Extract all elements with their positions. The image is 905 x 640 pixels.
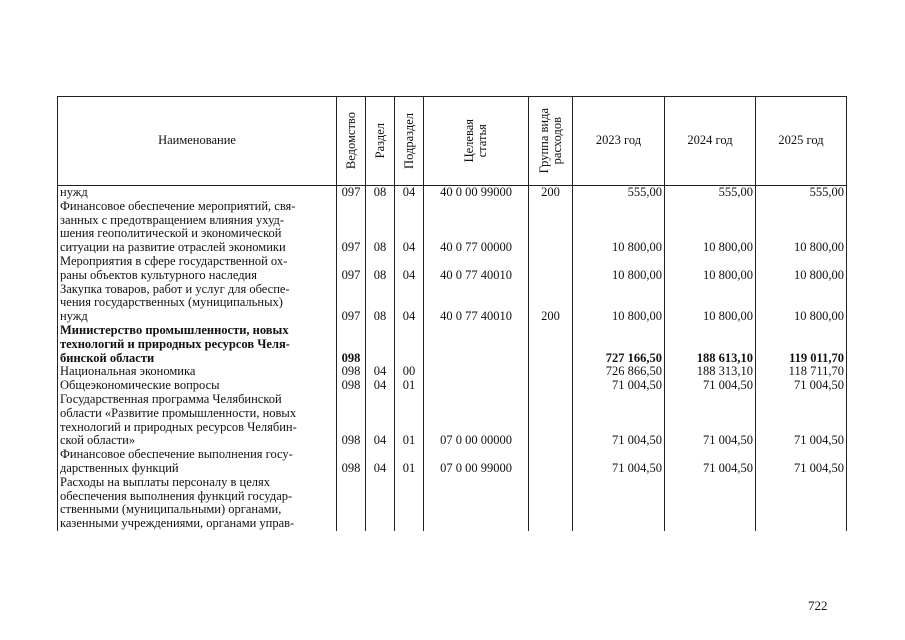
row-name	[58, 283, 337, 324]
table-row	[58, 448, 847, 476]
row-name-line: Мероприятия в сфере государственной ох-	[60, 253, 288, 268]
row-name-line: области «Развитие промышленности, новых	[60, 405, 297, 420]
row-subsection: 04	[395, 255, 424, 283]
row-section: 08	[366, 283, 395, 324]
row-2025: 118 711,70	[756, 365, 847, 379]
row-target: 07 0 00 00000	[424, 393, 529, 448]
table-row	[58, 324, 847, 365]
row-subsection: 01	[395, 393, 424, 448]
row-2025	[756, 476, 847, 531]
row-name-line: ственными (муниципальными) органами,	[60, 502, 282, 517]
row-name-line: обеспечения выполнения функций государ-	[60, 488, 293, 503]
row-section: 04	[366, 379, 395, 393]
row-dept: 098	[337, 448, 366, 476]
row-expense-group	[529, 393, 573, 448]
table-row	[58, 393, 847, 448]
row-2024: 10 800,00	[665, 283, 756, 324]
row-section: 04	[366, 393, 395, 448]
row-name-line: Министерство промышленности, новых	[60, 322, 289, 337]
row-2023: 727 166,50	[573, 324, 665, 365]
row-section	[366, 324, 395, 365]
table-row	[58, 379, 847, 393]
row-subsection: 00	[395, 365, 424, 379]
row-dept: 098	[337, 379, 366, 393]
row-2024: 188 313,10	[665, 365, 756, 379]
row-2025: 71 004,50	[756, 379, 847, 393]
row-2024: 188 613,10	[665, 324, 756, 365]
row-2023	[573, 476, 665, 531]
row-expense-group	[529, 448, 573, 476]
row-name-line: бинской области	[60, 350, 155, 365]
row-name-line: технологий и природных ресурсов Челя-	[60, 336, 290, 351]
row-target: 07 0 00 99000	[424, 448, 529, 476]
row-subsection: 01	[395, 379, 424, 393]
row-name-line: Национальная экономика	[60, 364, 196, 379]
row-2024: 555,00	[665, 186, 756, 200]
row-name-line: нужд	[60, 185, 88, 199]
row-name-line: чения государственных (муниципальных)	[60, 295, 283, 310]
row-dept: 098	[337, 365, 366, 379]
row-section: 08	[366, 186, 395, 200]
header-target: Целевая статья	[424, 97, 529, 186]
row-expense-group	[529, 476, 573, 531]
row-name	[58, 255, 337, 283]
row-expense-group	[529, 200, 573, 255]
row-2023: 555,00	[573, 186, 665, 200]
row-expense-group: 200	[529, 186, 573, 200]
row-section: 08	[366, 200, 395, 255]
row-name	[58, 379, 337, 393]
row-name-line: нужд	[60, 309, 88, 324]
header-subsection: Подраздел	[395, 97, 424, 186]
row-2023: 10 800,00	[573, 255, 665, 283]
row-name	[58, 393, 337, 448]
row-expense-group	[529, 379, 573, 393]
row-target: 40 0 77 00000	[424, 200, 529, 255]
row-subsection: 04	[395, 186, 424, 200]
row-expense-group	[529, 324, 573, 365]
row-dept: 098	[337, 393, 366, 448]
row-2024: 71 004,50	[665, 448, 756, 476]
row-name-line: Финансовое обеспечение выполнения госу-	[60, 447, 293, 462]
row-2023: 726 866,50	[573, 365, 665, 379]
row-name-line: технологий и природных ресурсов Челябин-	[60, 419, 297, 434]
table-row	[58, 283, 847, 324]
table-row	[58, 365, 847, 379]
row-subsection: 04	[395, 200, 424, 255]
header-2024: 2024 год	[665, 97, 756, 186]
row-dept: 097	[337, 283, 366, 324]
row-dept: 097	[337, 200, 366, 255]
row-subsection	[395, 324, 424, 365]
row-name-line: казенными учреждениями, органами управ-	[60, 516, 295, 531]
row-target	[424, 324, 529, 365]
row-name-line: Общеэкономические вопросы	[60, 378, 220, 393]
table-row	[58, 476, 847, 531]
row-target: 40 0 00 99000	[424, 186, 529, 200]
row-2024: 10 800,00	[665, 255, 756, 283]
row-section: 08	[366, 255, 395, 283]
row-target: 40 0 77 40010	[424, 283, 529, 324]
table-row	[58, 200, 847, 255]
row-name	[58, 186, 337, 200]
header-expense-group: Группа вида расходов	[529, 97, 573, 186]
row-2025: 10 800,00	[756, 255, 847, 283]
row-2023: 71 004,50	[573, 393, 665, 448]
row-name	[58, 200, 337, 255]
row-target	[424, 365, 529, 379]
row-target: 40 0 77 40010	[424, 255, 529, 283]
row-2024: 71 004,50	[665, 393, 756, 448]
row-2024: 71 004,50	[665, 379, 756, 393]
page-number: 722	[808, 598, 828, 613]
row-name	[58, 365, 337, 379]
row-name-line: шения геополитической и экономической	[60, 226, 282, 241]
row-2025: 555,00	[756, 186, 847, 200]
header-section: Раздел	[366, 97, 395, 186]
row-subsection: 01	[395, 448, 424, 476]
row-subsection: 04	[395, 283, 424, 324]
row-section	[366, 476, 395, 531]
row-name-line: ской области»	[60, 433, 136, 448]
row-name-line: Закупка товаров, работ и услуг для обеспе-	[60, 281, 290, 296]
row-name	[58, 476, 337, 531]
header-row	[58, 97, 847, 186]
row-name-line: раны объектов культурного наследия	[60, 267, 257, 282]
row-target	[424, 379, 529, 393]
row-expense-group	[529, 365, 573, 379]
row-expense-group: 200	[529, 283, 573, 324]
budget-table	[57, 96, 847, 531]
row-dept: 097	[337, 255, 366, 283]
row-2023: 10 800,00	[573, 283, 665, 324]
row-dept: 097	[337, 186, 366, 200]
row-2025: 71 004,50	[756, 448, 847, 476]
row-2024	[665, 476, 756, 531]
row-name-line: занных с предотвращением влияния ухуд-	[60, 212, 285, 227]
row-name-line: ситуации на развитие отраслей экономики	[60, 240, 286, 255]
row-section: 04	[366, 448, 395, 476]
row-2023: 10 800,00	[573, 200, 665, 255]
row-name-line: Государственная программа Челябинской	[60, 391, 282, 406]
header-dept: Ведомство	[337, 97, 366, 186]
table-row	[58, 255, 847, 283]
row-2025: 119 011,70	[756, 324, 847, 365]
row-subsection	[395, 476, 424, 531]
row-2025: 71 004,50	[756, 393, 847, 448]
row-name-line: Расходы на выплаты персоналу в целях	[60, 474, 270, 489]
row-target	[424, 476, 529, 531]
row-2023: 71 004,50	[573, 448, 665, 476]
row-dept: 098	[337, 324, 366, 365]
row-2023: 71 004,50	[573, 379, 665, 393]
row-dept	[337, 476, 366, 531]
header-2025: 2025 год	[756, 97, 847, 186]
row-name	[58, 448, 337, 476]
row-2025: 10 800,00	[756, 200, 847, 255]
header-2023: 2023 год	[573, 97, 665, 186]
row-name	[58, 324, 337, 365]
row-section: 04	[366, 365, 395, 379]
row-expense-group	[529, 255, 573, 283]
row-name-line: Финансовое обеспечение мероприятий, свя-	[60, 198, 296, 213]
row-2024: 10 800,00	[665, 200, 756, 255]
row-2025: 10 800,00	[756, 283, 847, 324]
table-row	[58, 186, 847, 200]
header-name: Наименование	[58, 97, 337, 186]
row-name-line: дарственных функций	[60, 460, 179, 475]
